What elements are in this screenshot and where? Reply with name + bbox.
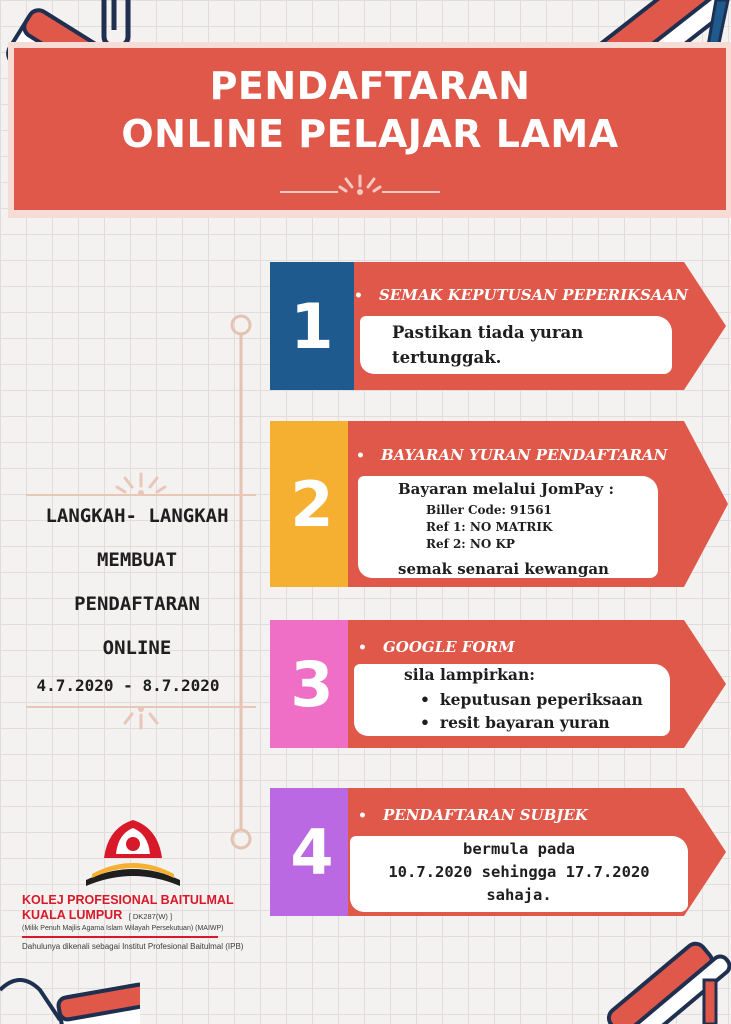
college-name [22,893,234,924]
step-4-body-line-1: bermula pada [463,840,575,858]
step-2-details [426,502,552,553]
step-2-detail-3: Ref 2: NO KP [426,537,515,551]
list-item: • keputusan peperiksaan [420,690,643,709]
college-logo-icon [78,818,188,894]
college-owner: (Milik Penuh Majlis Agama Islam Wilayah Persekutuan) (MAIWP) [22,925,224,932]
step-4-body-line-2: 10.7.2020 sehingga 17.7.2020 [388,863,650,881]
page-title-line-2: ONLINE PELAJAR LAMA [121,112,619,156]
step-4-body [352,838,686,907]
college-name-line-2: KUALA LUMPUR [ DK287(W) ] [22,908,173,922]
sunburst-bottom-icon [26,702,256,736]
step-2-intro: Bayaran melalui JomPay : [398,480,614,498]
step-1-title-text: SEMAK KEPUTUSAN PEPERIKSAAN [378,286,688,304]
step-3-list [420,688,643,734]
step-2-detail-1: Biller Code: 91561 [426,503,552,517]
steps-heading-line-2: MEMBUAT [96,549,178,571]
step-2-detail-2: Ref 1: NO MATRIK [426,520,553,534]
page-title [14,62,726,158]
step-1-title: • SEMAK KEPUTUSAN PEPERIKSAAN [354,286,688,304]
step-4-title-text: PENDAFTARAN SUBJEK [382,806,588,824]
step-1-body-line-2: tertunggak. [392,348,502,367]
step-1-number: 1 [270,262,354,390]
steps-heading-line-3: PENDAFTARAN [74,593,200,615]
step-4-number: 4 [270,788,354,916]
date-range: 4.7.2020 - 8.7.2020 [36,676,220,695]
step-4-body-line-3: sahaja. [486,886,552,904]
steps-heading-line-4: ONLINE [102,637,172,659]
steps-heading [8,494,266,670]
college-name-line-1: KOLEJ PROFESIONAL BAITULMAL [22,893,234,907]
list-item: • resit bayaran yuran [420,713,610,732]
step-3-number: 3 [270,620,354,748]
step-2-number: 2 [270,421,354,587]
step-2-footer: semak senarai kewangan [398,560,609,578]
paperclip-bottom-icon [0,960,140,1024]
page-title-line-1: PENDAFTARAN [209,64,531,108]
step-3-title: • GOOGLE FORM [358,638,515,656]
step-1-body-line-1: Pastikan tiada yuran [392,323,584,342]
step-3-title-text: GOOGLE FORM [382,638,515,656]
step-2-title: • BAYARAN YURAN PENDAFTARAN [356,446,668,464]
step-1-body [392,320,583,370]
steps-heading-line-1: LANGKAH- LANGKAH [45,505,229,527]
step-3-intro: sila lampirkan: [404,665,535,684]
college-former-name: Dahulunya dikenali sebagai Institut Profesional Baitulmal (IPB) [22,942,244,951]
college-registration: [ DK287(W) ] [128,912,173,921]
stapler-bottom-icon [576,940,731,1024]
step-4-title: • PENDAFTARAN SUBJEK [358,806,588,824]
college-divider [22,936,218,938]
sunburst-divider-icon [280,172,440,198]
step-2-title-text: BAYARAN YURAN PENDAFTARAN [380,446,668,464]
